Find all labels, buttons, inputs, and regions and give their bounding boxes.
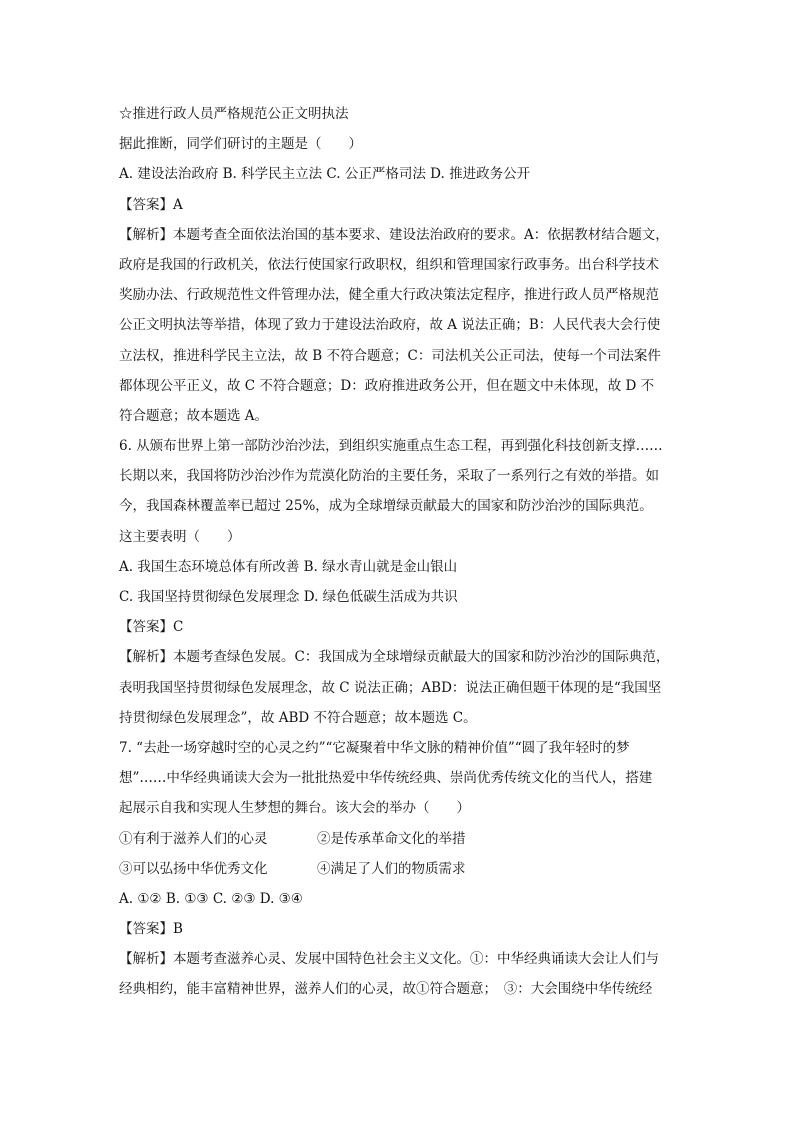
q5-analysis-line: 符合题意；故本题选 A。 [119, 407, 269, 424]
q5-analysis-line: 都体现公平正义，故 C 不符合题意；D：政府推进政务公开，但在题文中未体现，故 D 不 [119, 377, 655, 394]
q7-choice: ④满足了人们的物质需求 [317, 860, 466, 877]
q7-stem-line: 7. “去赴一场穿越时空的心灵之约”“它凝聚着中华文脉的精神价值”“圆了我年轻时的梦 [119, 739, 630, 756]
q6-options-line: C. 我国坚持贯彻绿色发展理念 D. 绿色低碳生活成为共识 [119, 589, 458, 605]
q5-analysis-line: 奖励办法、行政规范性文件管理办法，健全重大行政决策法定程序，推进行政人员严格规范 [119, 287, 659, 304]
q5-answer: 【答案】A [119, 196, 183, 213]
q6-answer: 【答案】C [119, 619, 184, 636]
q7-choice: ③可以弘扬中华优秀文化 [119, 860, 268, 877]
q7-analysis-line: 【解析】本题考查滋养心灵、发展中国特色社会主义文化。①：中华经典诵读大会让人们与 [119, 951, 659, 968]
q5-stem: 据此推断，同学们研讨的主题是（ ） [119, 136, 362, 153]
q5-analysis-line: 政府是我国的行政机关，依法行使国家行政职权，组织和管理国家行政事务。出台科学技术 [119, 256, 659, 273]
q7-choices-row [119, 854, 679, 884]
q7-choice: ①有利于滋养人们的心灵 [119, 830, 268, 847]
q7-choices-row [119, 824, 679, 854]
q6-analysis-line: 【解析】本题考查绿色发展。C：我国成为全球增绿贡献最大的国家和防沙治沙的国际典范， [119, 649, 670, 666]
q6-stem-line: 今，我国森林覆盖率已超过 25%，成为全球增绿贡献最大的国家和防沙治沙的国际典范。 [119, 498, 653, 515]
q5-analysis-line: 【解析】本题考查全面依法治国的基本要求、建设法治政府的要求。A：依据教材结合题文， [119, 226, 669, 243]
q5-analysis-line: 立法权，推进科学民主立法，故 B 不符合题意；C：司法机关公正司法，使每一个司法案件 [119, 347, 661, 364]
q7-options: A. ①② B. ①③ C. ②③ D. ③④ [119, 890, 303, 907]
q5-options: A. 建设法治政府 B. 科学民主立法 C. 公正严格司法 D. 推进政务公开 [119, 166, 531, 183]
q6-analysis-line: 表明我国坚持贯彻绿色发展理念，故 C 说法正确；ABD：说法正确但题干体现的是“我国坚 [119, 679, 662, 696]
q6-stem-line: 6. 从颁布世界上第一部防沙治沙法，到组织实施重点生态工程，再到强化科技创新支撑…… [119, 438, 663, 455]
q7-choice: ②是传承革命文化的举措 [317, 830, 466, 847]
q5-bullet-line: ☆推进行政人员严格规范公正文明执法 [119, 106, 349, 122]
q6-stem-line: 这主要表明（ ） [119, 528, 241, 545]
q5-analysis-line: 公正文明执法等举措，体现了致力于建设法治政府，故 A 说法正确；B：人民代表大会行使 [119, 317, 661, 334]
q7-answer: 【答案】B [119, 921, 183, 938]
q7-stem-line: 想”……中华经典诵读大会为一批批热爱中华传统经典、崇尚优秀传统文化的当代人，搭建 [119, 770, 653, 787]
document-page [119, 99, 679, 1005]
q6-options-line: A. 我国生态环境总体有所改善 B. 绿水青山就是金山银山 [119, 558, 458, 575]
q6-analysis-line: 持贯彻绿色发展理念”，故 ABD 不符合题意；故本题选 C。 [119, 709, 477, 726]
q7-stem-line: 起展示自我和实现人生梦想的舞台。该大会的举办（ ） [119, 800, 470, 817]
q6-stem-line: 长期以来，我国将防沙治沙作为荒漠化防治的主要任务，采取了一系列行之有效的举措。如 [119, 468, 659, 485]
q7-analysis-line: 经典相约，能丰富精神世界，滋养人们的心灵，故①符合题意； ③：大会围绕中华传统经 [119, 981, 653, 998]
